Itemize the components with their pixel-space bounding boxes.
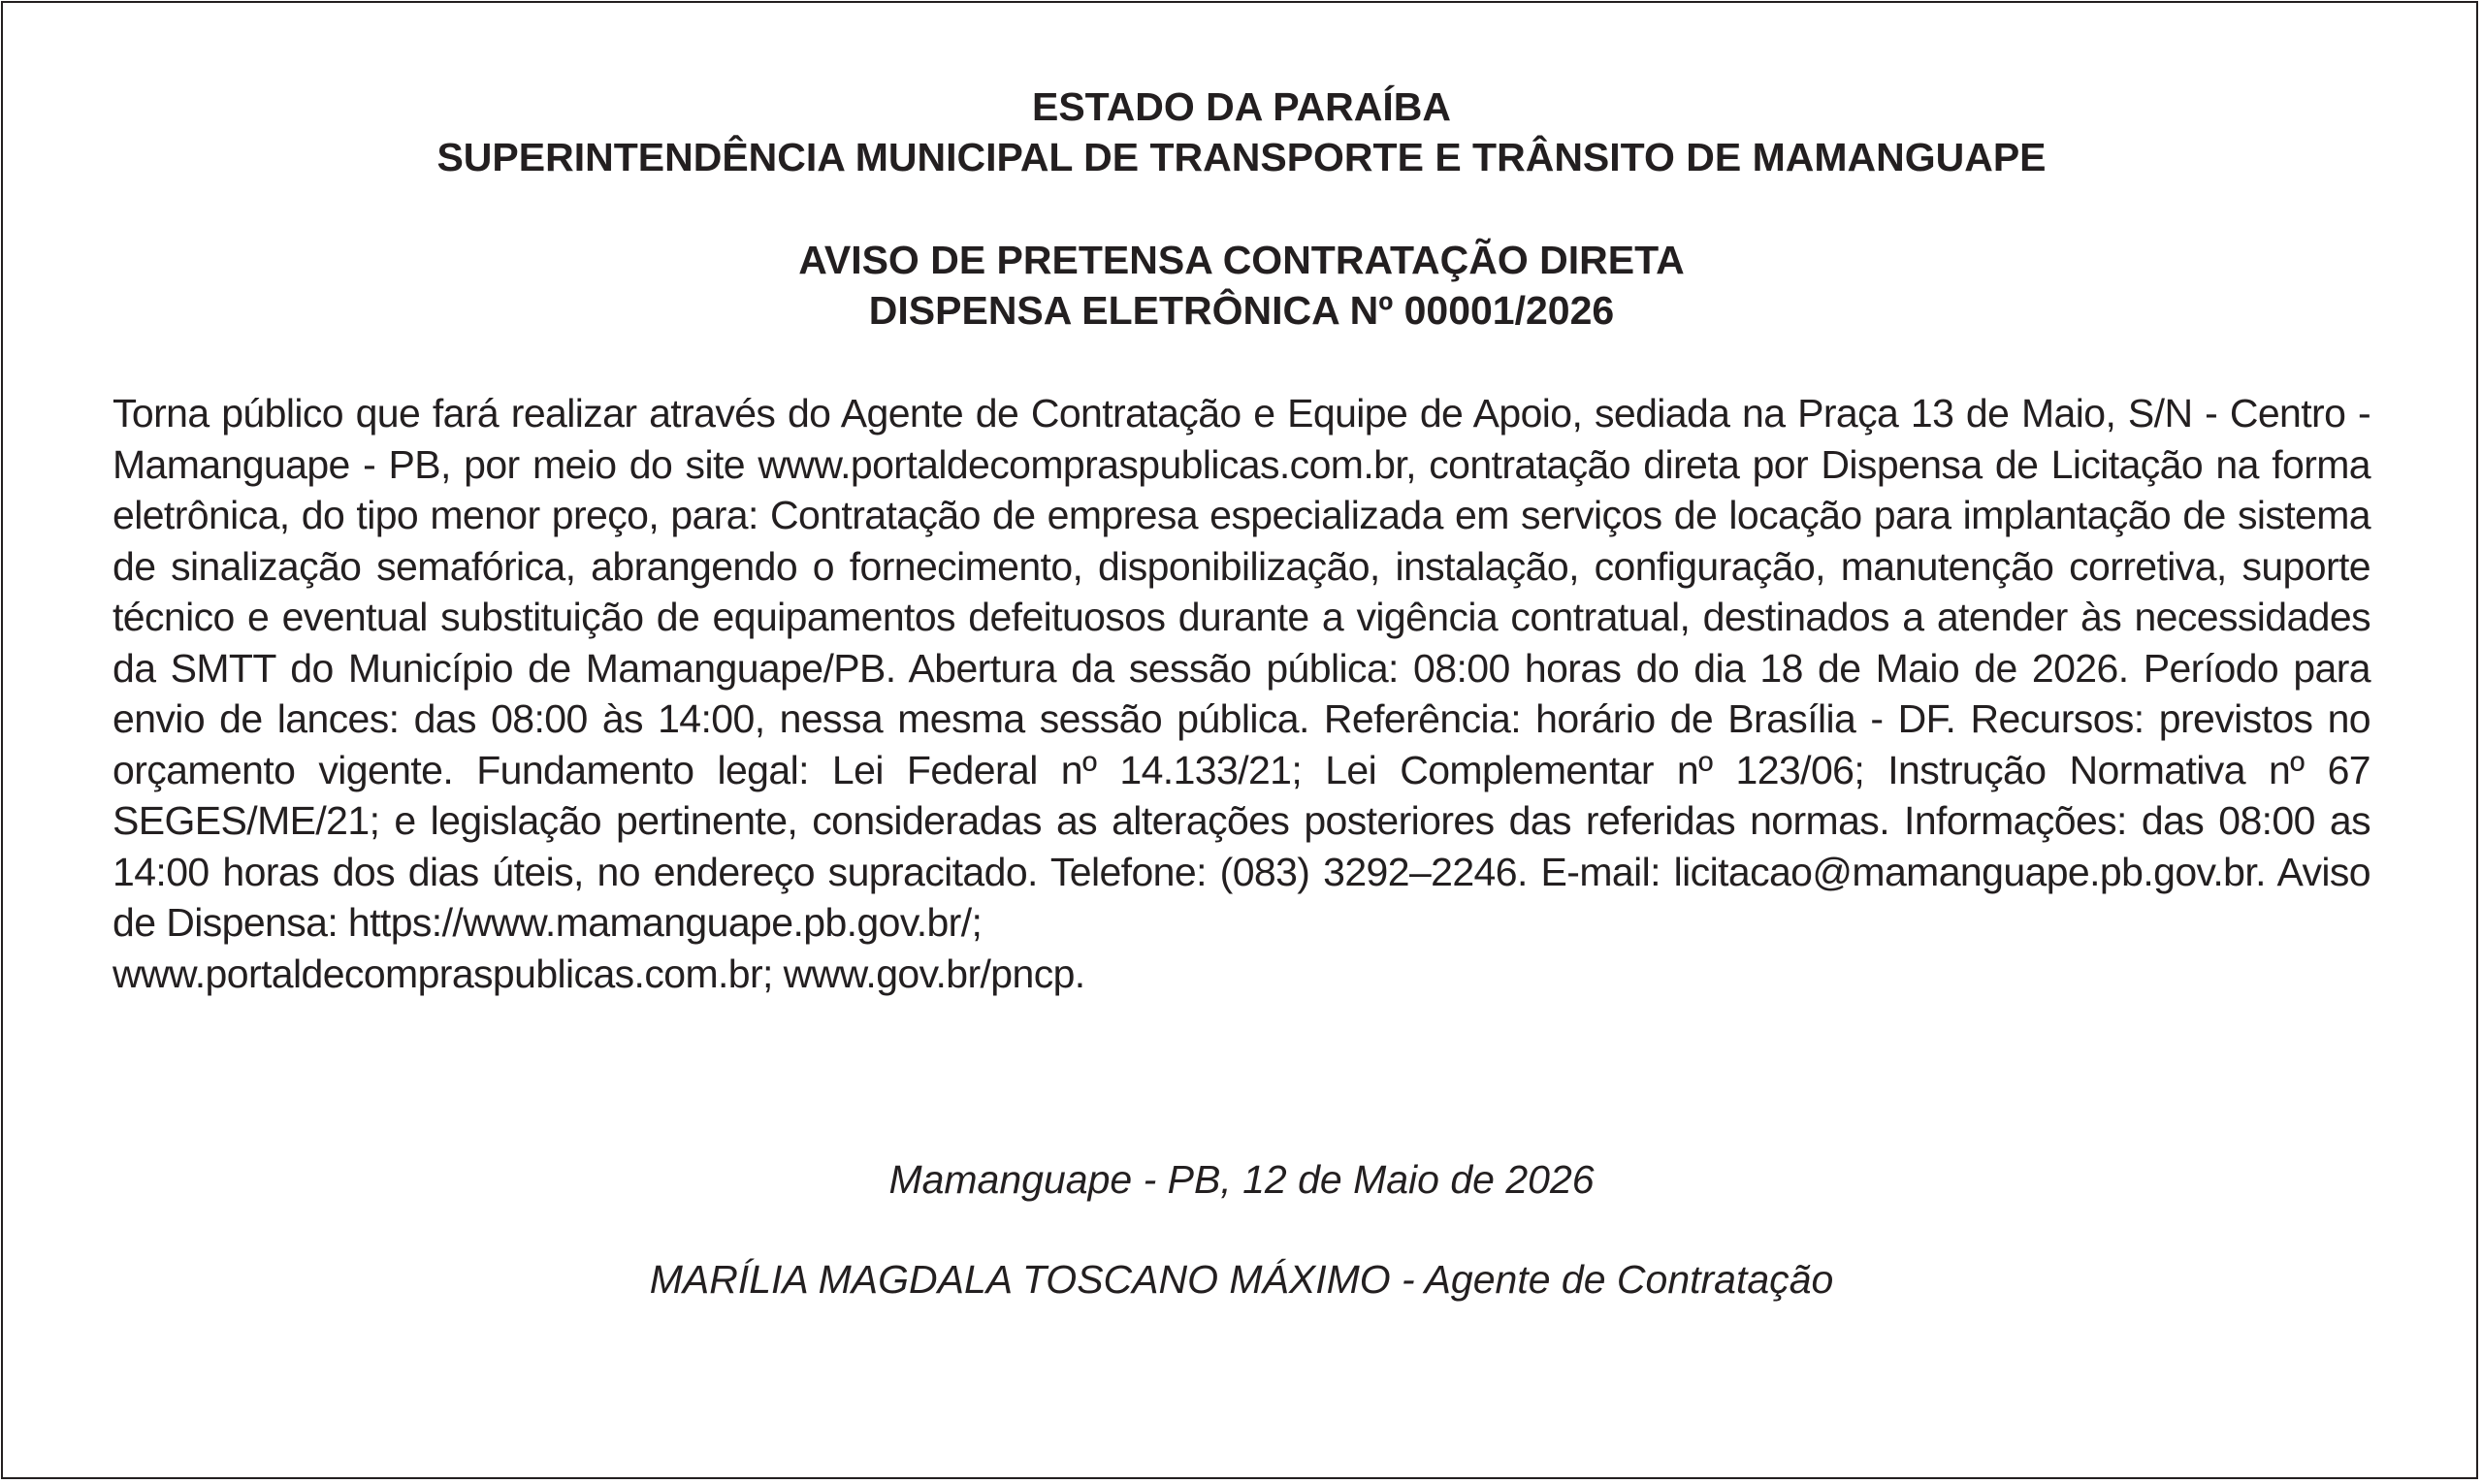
document-header	[0, 81, 2483, 182]
notice-title: AVISO DE PRETENSA CONTRATAÇÃO DIRETA	[798, 238, 1685, 282]
place-and-date: Mamanguape - PB, 12 de Maio de 2026	[888, 1157, 1595, 1202]
notice-body-paragraph: Torna público que fará realizar através do Agente de Contratação e Equipe de Apoio, sediada na Praça 13 de Maio, S/N - Centro - Mamanguape - PB, por meio do site www.portaldecompraspublicas.com.br, contratação direta por Dispensa de Licitação na forma eletrônica, do tipo menor preço, para: Contratação de empresa especializada em serviços de locação para implantação de sistema de sinalização semafórica, abrangendo o fornecimento, disponibilização, instalação, configuração, manutenção corretiva, suporte técnico e eventual substituição de equipamentos defeituosos durante a vigência contratual, destinados a atender às necessidades da SMTT do Município de Mamanguape/PB. Abertura da sessão pública: 08:00 horas do dia 18 de Maio de 2026. Período para envio de lances: das 08:00 às 14:00, nessa mesma sessão pública. Referência: horário de Brasília - DF. Recursos: previstos no orçamento vigente. Fundamento legal: Lei Federal nº 14.133/21; Lei Complementar nº 123/06; Instrução Normativa nº 67 SEGES/ME/21; e legislação pertinente, consideradas as alterações posteriores das referidas normas. Informações: das 08:00 as 14:00 horas dos dias úteis, no endereço supracitado. Telefone: (083) 3292–2246. E-mail: licitacao@mamanguape.pb.gov.br. Aviso de Dispensa: https://www.mamanguape.pb.gov.br/;	[113, 391, 2370, 945]
agency-name: SUPERINTENDÊNCIA MUNICIPAL DE TRANSPORTE E TRÂNSITO DE MAMANGUAPE	[436, 135, 2047, 179]
notice-body-last-line: www.portaldecompraspublicas.com.br; www.gov.br/pncp.	[113, 951, 1085, 996]
signature-line: MARÍLIA MAGDALA TOSCANO MÁXIMO - Agente de Contratação	[649, 1257, 1834, 1302]
notice-heading	[0, 235, 2483, 336]
state-name: ESTADO DA PARAÍBA	[1031, 84, 1452, 129]
notice-number: DISPENSA ELETRÔNICA Nº 00001/2026	[868, 288, 1615, 333]
notice-body	[113, 388, 2370, 999]
